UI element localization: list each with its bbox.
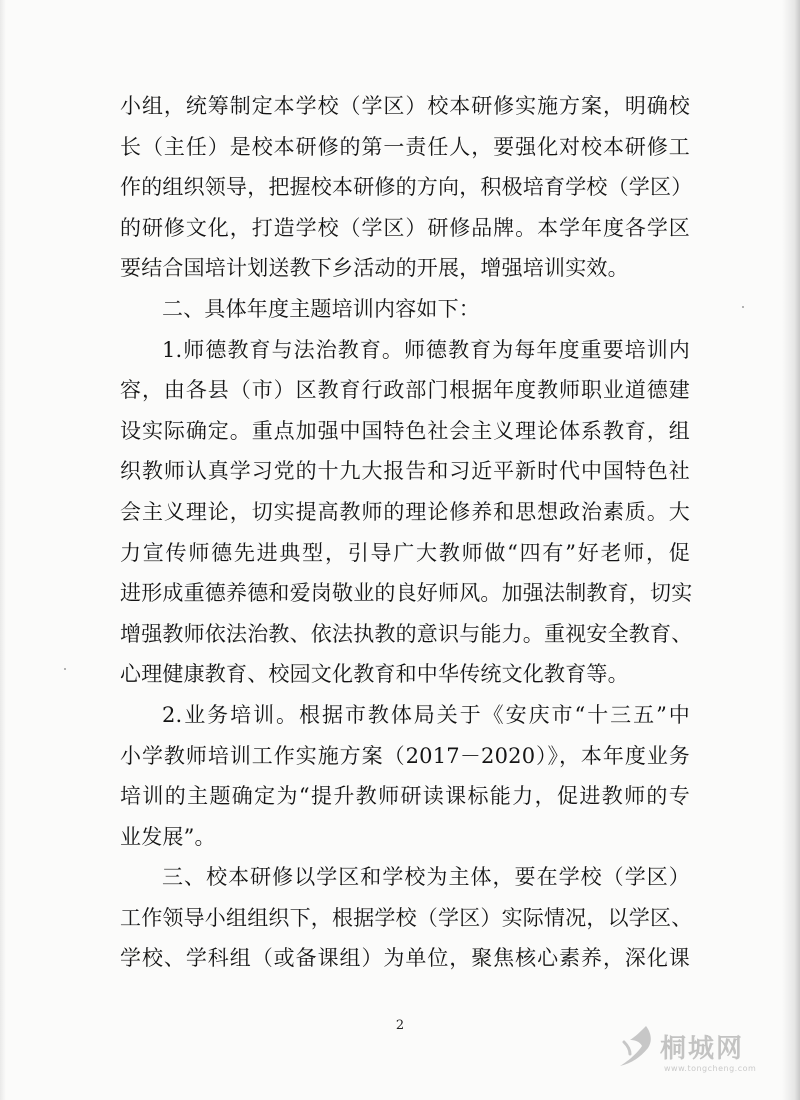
body-line-21: 工作领导小组组织下，根据学校（学区）实际情况，以学区、	[120, 905, 693, 930]
body-line-19: 业发展”。	[120, 824, 216, 849]
body-line-12: 力宣传师德先进典型，引导广大教师做“四有”好老师，促	[120, 540, 690, 565]
body-line-15: 心理健康教育、校园文化教育和中华传统文化教育等。	[120, 662, 629, 687]
watermark-text: 桐城网	[660, 1034, 745, 1064]
body-line-5: 要结合国培计划送教下乡活动的开展，增强培训实效。	[120, 256, 629, 281]
site-watermark	[616, 1014, 776, 1084]
body-line-16: 2.业务培训。根据市教体局关于《安庆市“十三五”中	[162, 702, 690, 727]
body-line-22: 学校、学科组（或备课组）为单位，聚焦核心素养，深化课	[120, 946, 690, 971]
page-number: 2	[395, 1018, 405, 1033]
body-line-8: 容，由各县（市）区教育行政部门根据年度教师职业道德建	[120, 378, 690, 403]
body-line-14: 增强教师依法治教、依法执教的意识与能力。重视安全教育、	[120, 621, 693, 646]
body-line-2: 长（主任）是校本研修的第一责任人，要强化对校本研修工	[120, 134, 690, 159]
body-line-11: 会主义理论，切实提高教师的理论修养和思想政治素质。大	[120, 499, 690, 524]
body-line-4: 的研修文化，打造学校（学区）研修品牌。本学年度各学区	[120, 215, 690, 240]
body-line-7: 1.师德教育与法治教育。师德教育为每年度重要培训内	[162, 337, 690, 362]
section-heading-2: 二、具体年度主题培训内容如下：	[162, 296, 480, 321]
scan-shadow-left	[0, 0, 6, 1100]
body-line-10: 织教师认真学习党的十九大报告和习近平新时代中国特色社	[120, 459, 690, 484]
document-body	[120, 86, 693, 979]
watermark-url: www.tongcheng.com	[664, 1064, 757, 1073]
body-line-1: 小组，统筹制定本学校（学区）校本研修实施方案，明确校	[120, 94, 690, 118]
scan-speck	[64, 668, 66, 670]
body-line-13: 进形成重德养德和爱岗敬业的良好师风。加强法制教育，切实	[120, 581, 693, 606]
scan-speck	[742, 306, 744, 308]
body-line-18: 培训的主题确定为“提升教师研读课标能力，促进教师的专	[120, 784, 690, 809]
section-heading-3: 三、校本研修以学区和学校为主体，要在学校（学区）	[162, 865, 690, 890]
body-line-9: 设实际确定。重点加强中国特色社会主义理论体系教育，组	[120, 418, 690, 443]
tongcheng-logo-icon	[616, 1022, 658, 1072]
scan-shadow-right	[782, 0, 800, 1100]
body-line-17: 小学教师培训工作实施方案（2017－2020）》，本年度业务	[120, 743, 690, 768]
body-line-3: 作的组织领导，把握校本研修的方向，积极培育学校（学区）	[120, 175, 693, 200]
